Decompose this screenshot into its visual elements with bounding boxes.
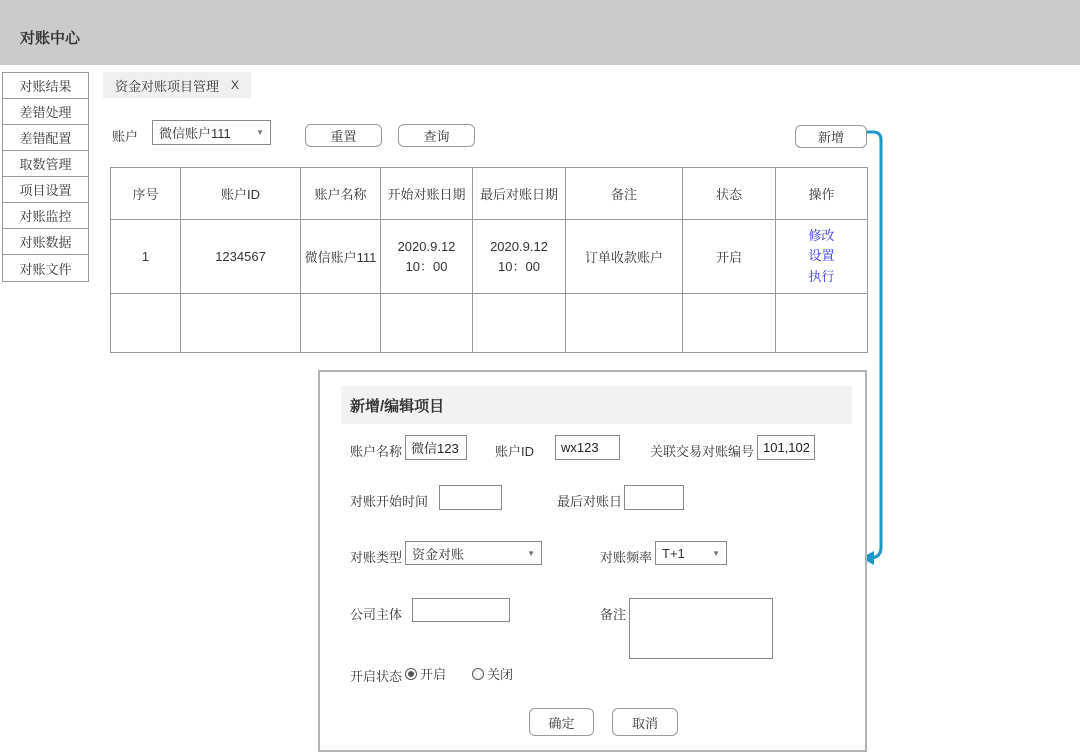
recon-type-dropdown[interactable]	[405, 541, 542, 565]
cell-account-id: 1234567	[181, 220, 301, 294]
account-select-value: 微信账户111	[159, 126, 231, 141]
tab-label: 资金对账项目管理	[115, 78, 220, 94]
col-header-status: 状态	[683, 168, 776, 220]
new-edit-project-dialog	[318, 370, 867, 752]
cell-seq: 1	[111, 220, 181, 294]
col-header-remark: 备注	[566, 168, 683, 220]
account-id-label: 账户ID	[495, 444, 535, 459]
status-radio-group	[405, 664, 513, 683]
modify-link[interactable]: 修改	[808, 228, 835, 244]
table-header-row	[111, 168, 868, 220]
status-on-label: 开启	[420, 667, 447, 682]
account-name-label: 账户名称	[350, 444, 403, 459]
sidebar-item-recon-monitor[interactable]: 对账监控	[3, 203, 88, 229]
app-header	[0, 0, 1080, 65]
last-date: 2020.9.12	[490, 239, 548, 254]
recon-type-value: 资金对账	[412, 546, 465, 562]
sidebar-item-data-fetch[interactable]: 取数管理	[3, 151, 88, 177]
recon-freq-value: T+1	[662, 545, 685, 561]
radio-off-icon[interactable]	[472, 668, 484, 680]
company-input[interactable]	[412, 598, 510, 622]
account-filter-label: 账户	[112, 129, 139, 144]
settings-link[interactable]: 设置	[808, 248, 835, 264]
recon-project-table	[110, 167, 868, 353]
col-header-account-id: 账户ID	[181, 168, 301, 220]
dialog-titlebar	[341, 386, 852, 424]
related-no-input[interactable]	[757, 435, 815, 460]
col-header-account-name: 账户名称	[301, 168, 381, 220]
status-off-label: 关闭	[487, 667, 514, 682]
account-name-input[interactable]	[405, 435, 467, 460]
col-header-start-date: 开始对账日期	[381, 168, 473, 220]
cell-actions	[776, 220, 868, 294]
sidebar-menu	[2, 72, 89, 282]
recon-type-label: 对账类型	[350, 550, 403, 565]
add-button[interactable]: 新增	[795, 125, 867, 148]
col-header-actions: 操作	[776, 168, 868, 220]
start-date: 2020.9.12	[397, 239, 456, 254]
sidebar-item-recon-files[interactable]: 对账文件	[19, 261, 72, 277]
related-no-label: 关联交易对账编号	[650, 444, 755, 459]
last-time: 10：00	[498, 258, 540, 274]
sidebar-item-project-settings[interactable]: 项目设置	[3, 177, 88, 203]
status-label: 开启状态	[350, 669, 403, 684]
status-on-option[interactable]	[405, 664, 446, 683]
sidebar-item-recon-data[interactable]: 对账数据	[3, 229, 88, 255]
sidebar-item-error-config[interactable]: 差错配置	[3, 125, 88, 151]
chevron-down-icon: ▼	[527, 548, 535, 558]
company-label: 公司主体	[350, 607, 403, 622]
table-row	[111, 220, 868, 294]
recon-start-time-input[interactable]	[439, 485, 502, 510]
last-recon-date-input[interactable]	[624, 485, 684, 510]
status-off-option[interactable]	[472, 664, 513, 683]
recon-freq-label: 对账频率	[600, 550, 653, 565]
cell-account-name: 微信账户111	[301, 220, 381, 294]
remark-label: 备注	[600, 607, 627, 622]
account-select-dropdown[interactable]	[152, 120, 271, 145]
radio-on-icon[interactable]	[405, 668, 417, 680]
execute-link[interactable]: 执行	[808, 268, 835, 284]
cell-remark: 订单收款账户	[566, 220, 683, 294]
start-time: 10：00	[405, 258, 448, 274]
cell-start-date	[381, 220, 473, 294]
cell-last-date	[473, 220, 566, 294]
sidebar-item-error-handling[interactable]: 差错处理	[3, 99, 88, 125]
query-button[interactable]: 查询	[398, 124, 475, 147]
sidebar-item-recon-result[interactable]: 对账结果	[3, 73, 88, 99]
cancel-button[interactable]: 取消	[612, 708, 678, 736]
reset-button[interactable]: 重置	[305, 124, 382, 147]
col-header-seq: 序号	[111, 168, 181, 220]
chevron-down-icon: ▼	[256, 128, 264, 137]
cell-status: 开启	[683, 220, 776, 294]
col-header-last-date: 最后对账日期	[473, 168, 566, 220]
page-title: 对账中心	[20, 30, 81, 47]
table-empty-row	[111, 294, 868, 353]
account-id-input[interactable]	[555, 435, 620, 460]
close-icon[interactable]: X	[231, 78, 240, 92]
recon-freq-dropdown[interactable]	[655, 541, 727, 565]
dialog-title: 新增/编辑项目	[350, 397, 445, 415]
tab-fund-recon-project[interactable]	[103, 72, 251, 98]
chevron-down-icon: ▼	[712, 548, 720, 558]
remark-textarea[interactable]	[629, 598, 773, 659]
last-recon-date-label: 最后对账日	[557, 494, 623, 509]
confirm-button[interactable]: 确定	[529, 708, 594, 736]
recon-start-time-label: 对账开始时间	[350, 494, 429, 509]
